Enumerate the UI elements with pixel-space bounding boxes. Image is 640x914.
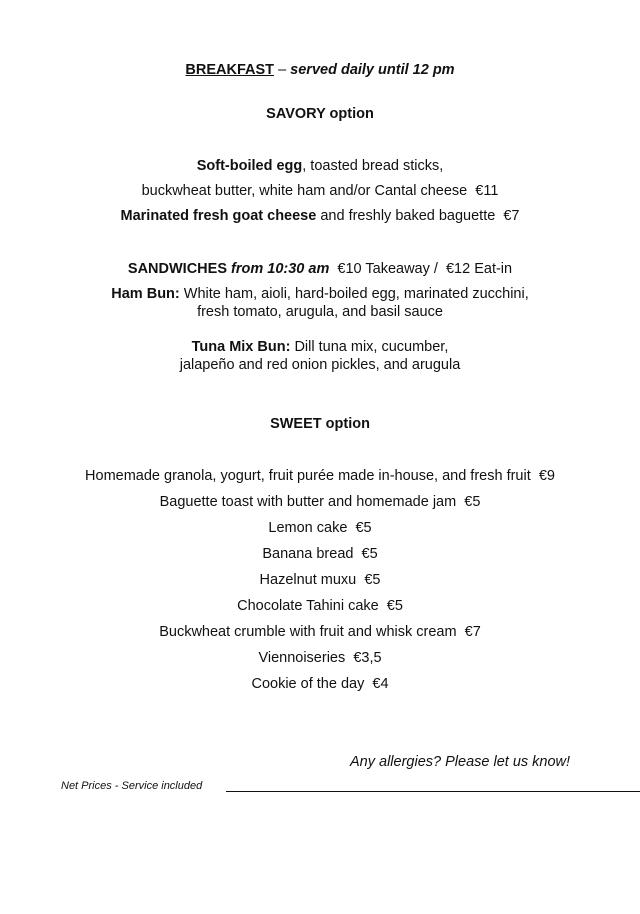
item-name: Hazelnut muxu	[259, 572, 357, 588]
item-price: €5	[361, 546, 378, 562]
allergy-note: Any allergies? Please let us know!	[350, 754, 571, 770]
item-price: €11	[475, 183, 499, 199]
breakfast-title: BREAKFAST	[185, 62, 275, 78]
item-name: Cookie of the day	[251, 676, 365, 692]
item-price: €5	[386, 598, 403, 614]
sandwiches-heading	[0, 260, 640, 278]
item-desc: Dill tuna mix, cucumber,	[290, 339, 449, 355]
item-name: Chocolate Tahini cake	[237, 598, 379, 614]
item-desc: , toasted bread sticks,	[302, 158, 444, 174]
item-name: Baguette toast with butter and homemade jam	[159, 494, 457, 510]
item-name: Lemon cake	[268, 520, 348, 536]
item-price: €5	[355, 520, 372, 536]
item-name: Tuna Mix Bun:	[191, 339, 291, 355]
ham-bun-line-2: fresh tomato, arugula, and basil sauce	[197, 304, 443, 320]
menu-title	[0, 61, 640, 79]
sweet-item	[0, 571, 640, 589]
item-name: Marinated fresh goat cheese	[120, 208, 317, 224]
served-hours: served daily until 12 pm	[290, 62, 455, 78]
footer-divider	[226, 791, 640, 792]
item-price: €7	[464, 624, 481, 640]
sweet-item	[0, 545, 640, 563]
sweet-item	[0, 493, 640, 511]
takeaway-price: €10 Takeaway /	[337, 261, 438, 277]
item-name: Soft-boiled egg	[196, 158, 303, 174]
item-name: Buckwheat crumble with fruit and whisk cream	[159, 624, 457, 640]
sweet-item	[0, 675, 640, 693]
sweet-item	[0, 649, 640, 667]
item-price: €3,5	[353, 650, 382, 666]
item-desc: buckwheat butter, white ham and/or Cantal cheese	[141, 183, 468, 199]
title-dash: –	[274, 62, 291, 78]
eatin-price: €12 Eat-in	[445, 261, 513, 277]
item-desc: White ham, aioli, hard-boiled egg, marinated zucchini,	[179, 286, 529, 302]
sweet-item	[0, 519, 640, 537]
sweet-item	[0, 467, 640, 485]
item-price: €9	[538, 468, 555, 484]
savory-item-1-line-1	[0, 157, 640, 175]
item-name: Banana bread	[262, 546, 354, 562]
sandwiches-time: from 10:30 am	[231, 261, 330, 277]
price-note: Net Prices - Service included	[61, 780, 203, 792]
savory-heading: SAVORY option	[266, 106, 374, 122]
savory-item-2	[0, 207, 640, 225]
item-name: Ham Bun:	[111, 286, 180, 302]
item-name: Viennoiseries	[258, 650, 346, 666]
item-desc: and freshly baked baguette	[316, 208, 496, 224]
item-price: €4	[372, 676, 389, 692]
sweet-item	[0, 597, 640, 615]
sweet-heading: SWEET option	[270, 416, 370, 432]
item-name: Homemade granola, yogurt, fruit purée made in-house, and fresh fruit	[85, 468, 531, 484]
savory-item-1-line-2	[0, 182, 640, 200]
sweet-item	[0, 623, 640, 641]
tuna-bun-line-1	[0, 338, 640, 356]
ham-bun-line-1	[0, 285, 640, 303]
tuna-bun-line-2: jalapeño and red onion pickles, and arugula	[179, 357, 461, 373]
sandwiches-title: SANDWICHES	[127, 261, 227, 277]
item-price: €5	[364, 572, 381, 588]
item-price: €5	[464, 494, 481, 510]
item-price: €7	[503, 208, 520, 224]
